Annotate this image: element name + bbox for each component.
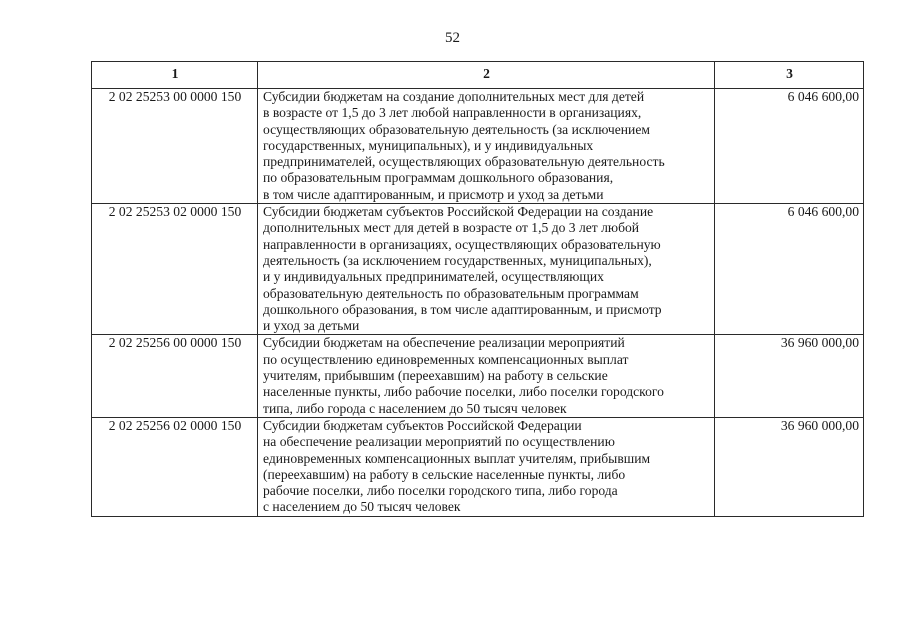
table-row xyxy=(92,335,864,417)
description-line: в том числе адаптированным, и присмотр и уход за детьми xyxy=(263,186,604,202)
description-line: Субсидии бюджетам на создание дополнительных мест для детей xyxy=(263,89,645,104)
description-line: образовательную деятельность по образовательным программам xyxy=(263,285,639,301)
description-line: и у индивидуальных предпринимателей, осуществляющих xyxy=(263,269,604,285)
description-line: типа, либо города с населением до 50 тысяч человек xyxy=(263,400,567,416)
description-line: Субсидии бюджетам на обеспечение реализации мероприятий xyxy=(263,335,625,351)
description-line: по образовательным программам дошкольного образования, xyxy=(263,170,614,186)
description-line: направленности в организациях, осуществляющих образовательную xyxy=(263,236,661,252)
table-row xyxy=(92,417,864,516)
description-line: и уход за детьми xyxy=(263,318,360,334)
description-line: учителям, прибывшим (переехавшим) на работу в сельские xyxy=(263,368,608,384)
column-header-description: 2 xyxy=(258,62,715,89)
row-amount: 36 960 000,00 xyxy=(715,417,864,516)
row-amount: 6 046 600,00 xyxy=(715,89,864,204)
row-code: 2 02 25253 00 0000 150 xyxy=(92,89,258,204)
description-line: деятельность (за исключением государственных, муниципальных), xyxy=(263,252,652,268)
description-line: по осуществлению единовременных компенсационных выплат xyxy=(263,351,629,367)
row-amount: 6 046 600,00 xyxy=(715,204,864,335)
table-header-row xyxy=(92,62,864,89)
column-header-code: 1 xyxy=(92,62,258,89)
description-line: на обеспечение реализации мероприятий по осуществлению xyxy=(263,434,615,450)
description-line: Субсидии бюджетам субъектов Российской Федерации xyxy=(263,417,582,433)
row-description xyxy=(258,417,715,516)
description-line: в возрасте от 1,5 до 3 лет любой направленности в организациях, xyxy=(263,105,642,121)
description-line: осуществляющих образовательную деятельность (за исключением xyxy=(263,121,650,137)
description-line: Субсидии бюджетам субъектов Российской Федерации на создание xyxy=(263,204,654,220)
column-header-amount: 3 xyxy=(715,62,864,89)
row-code: 2 02 25256 00 0000 150 xyxy=(92,335,258,417)
page-number: 52 xyxy=(445,30,460,46)
table-row xyxy=(92,89,864,204)
row-code: 2 02 25253 02 0000 150 xyxy=(92,204,258,335)
row-description xyxy=(258,204,715,335)
row-amount: 36 960 000,00 xyxy=(715,335,864,417)
description-line: дополнительных мест для детей в возрасте от 1,5 до 3 лет любой xyxy=(263,220,640,236)
description-line: (переехавшим) на работу в сельские населенные пункты, либо xyxy=(263,466,626,482)
description-line: рабочие поселки, либо поселки городского типа, либо города xyxy=(263,483,618,499)
description-line: населенные пункты, либо рабочие поселки, либо поселки городского xyxy=(263,384,664,400)
description-line: с населением до 50 тысяч человек xyxy=(263,499,461,515)
row-description xyxy=(258,89,715,204)
table-row xyxy=(92,204,864,335)
description-line: предпринимателей, осуществляющих образовательную деятельность xyxy=(263,154,665,170)
description-line: единовременных компенсационных выплат учителям, прибывшим xyxy=(263,450,651,466)
description-line: дошкольного образования, в том числе адаптированным, и присмотр xyxy=(263,301,662,317)
description-line: государственных, муниципальных), и у индивидуальных xyxy=(263,137,594,153)
row-code: 2 02 25256 02 0000 150 xyxy=(92,417,258,516)
row-description xyxy=(258,335,715,417)
budget-table xyxy=(91,61,864,517)
